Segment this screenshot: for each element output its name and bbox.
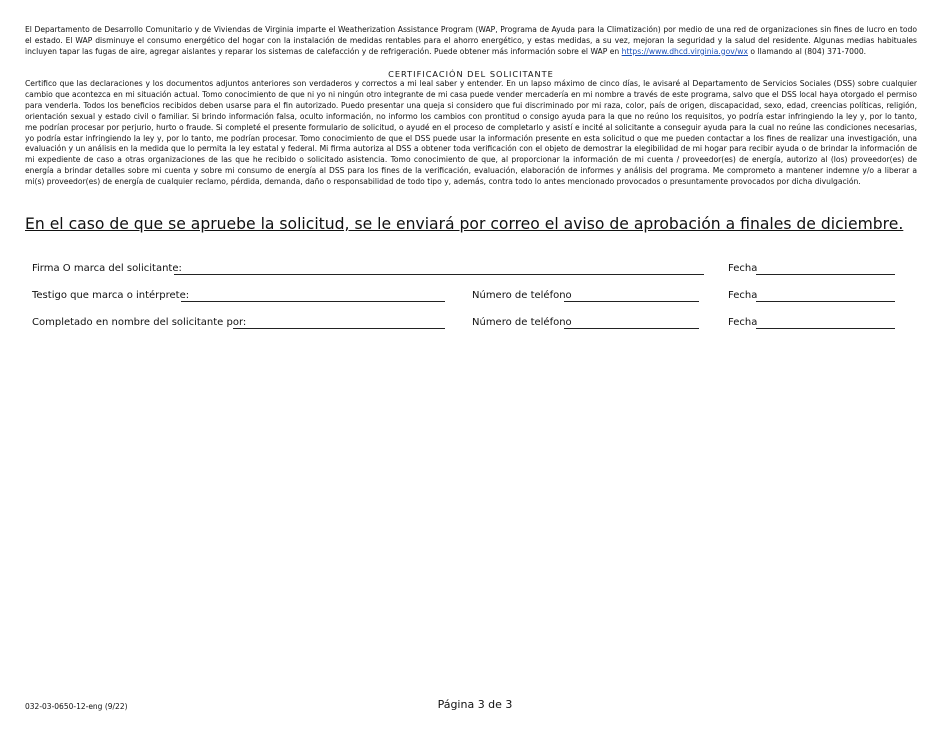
completed-by-phone-field[interactable] [564,328,699,329]
applicant-date-field[interactable] [756,274,895,275]
form-code: 032-03-0650-12-eng (9/22) [25,702,128,711]
completed-by-date-label: Fecha [728,317,758,328]
intro-paragraph [25,25,917,57]
witness-row [0,288,950,304]
intro-text-end: o llamando al (804) 371-7000. [748,46,867,56]
certification-title: CERTIFICACIÓN DEL SOLICITANTE [388,69,554,79]
completed-by-phone-label: Número de teléfono [472,317,572,328]
witness-date-label: Fecha [728,290,758,301]
applicant-signature-field[interactable] [174,274,704,275]
applicant-signature-label: Firma O marca del solicitante: [32,263,182,274]
applicant-date-label: Fecha [728,263,758,274]
witness-date-field[interactable] [756,301,895,302]
approval-notice: En el caso de que se apruebe la solicitud, se le enviará por correo el aviso de aprobación a finales de diciembre. [25,215,904,233]
completed-by-row [0,315,950,331]
page-number: Página 3 de 3 [437,698,513,711]
applicant-signature-row [0,261,950,277]
completed-by-date-field[interactable] [756,328,895,329]
completed-by-field[interactable] [233,328,445,329]
witness-phone-label: Número de teléfono [472,290,572,301]
completed-by-label: Completado en nombre del solicitante por: [32,317,247,328]
certification-body: Certifico que las declaraciones y los documentos adjuntos anteriores son verdaderos y correctos a mi leal saber y entender. En un lapso máximo de cinco días, le avisaré al Departamento de Servicios Sociales (DSS) sobre cualquier cambio que acontezca en mi situación actual. Tomo conocimiento de que ni yo ni ningún otro integrante de mi casa puede vender mercadería en mi nombre a través de este programa, salvo que el DSS local haya otorgado el permiso para venderla. Todos los beneficios recibidos deben usarse para el fin autorizado. Puedo presentar una queja si considero que fui discriminado por mi raza, color, país de origen, discapacidad, sexo, edad, creencias políticas, religión, orientación sexual y estado civil o familiar. Si brindo información falsa, oculto información, no informo los cambios con prontitud o consigo ayuda para la que no reúno los requisitos, yo podría estar infringiendo la ley y, por lo tanto, me podrían procesar por perjurio, hurto o fraude. Si completé el presente formulario de solicitud, o ayudé en el proceso de completarlo y asistí e incité al solicitante a conseguir ayuda para la cual no reúne las condiciones necesarias, yo podría estar infringiendo la ley y, por lo tanto, me podrían procesar. Tomo conocimiento de que el DSS puede usar la información presente en esta solicitud o que me pueden contactar a los fines de realizar una investigación, una evaluación y un análisis en la medida que lo permita la ley estatal y federal. Mi firma autoriza al DSS a obtener toda verificación con el objeto de demostrar la elegibilidad de mi hogar para recibir ayuda o de brindar la información de mi expediente de caso a otras organizaciones de las que he recibido o solicitado asistencia. Tomo conocimiento de que, al proporcionar la información de mi cuenta / proveedor(es) de energía, autorizo al (los) proveedor(es) de energía a brindar detalles sobre mi cuenta y sobre mi consumo de energía al DSS para los fines de la verificación, evaluación, elaboración de informes y análisis del programa. Me comprometo a mantener indemne y/o a liberar a mi(s) proveedor(es) de energía de cualquier reclamo, pérdida, demanda, daño o responsabilidad de todo tipo y, además, contra todo lo antes mencionado provocados o presuntamente provocados por dicha divulgación. [25,79,917,187]
witness-field[interactable] [181,301,445,302]
witness-phone-field[interactable] [564,301,699,302]
intro-text: El Departamento de Desarrollo Comunitario y de Viviendas de Virginia imparte el Weatherization Assistance Program (WAP, Programa de Ayuda para la Climatización) por medio de una red de organizaciones sin fines de lucro en todo el estado. El WAP disminuye el consumo energético del hogar con la instalación de medidas rentables para el ahorro energético, y estas medidas, a su vez, mejoran la seguridad y la salud del residente. Algunas medias habituales incluyen tapar las fugas de aire, agregar aislantes y reparar los sistemas de calefacción y de refrigeración. Puede obtener más información sobre el WAP en [25,25,917,56]
wap-info-link[interactable]: https://www.dhcd.virginia.gov/wx [621,46,748,56]
witness-label: Testigo que marca o intérprete: [32,290,190,301]
